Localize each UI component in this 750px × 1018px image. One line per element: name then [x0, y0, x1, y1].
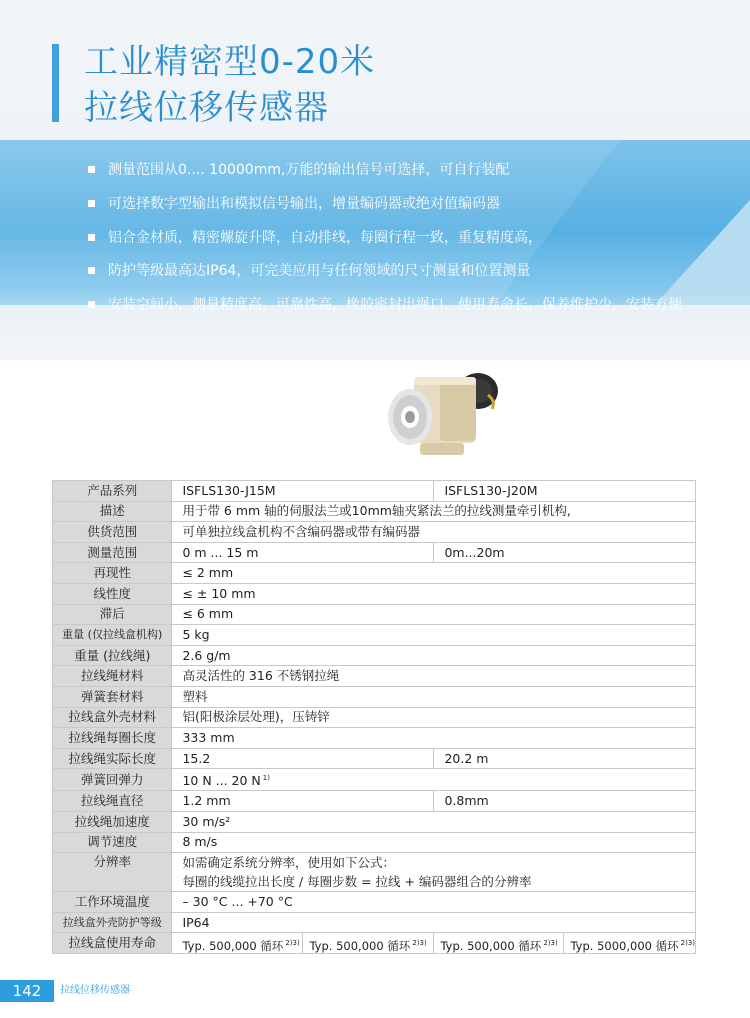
feature-text: 防护等级最高达IP64，可完美应用与任何领域的尺寸测量和位置测量	[108, 263, 531, 280]
spec-label: 拉线绳每圈长度	[53, 728, 172, 749]
table-row	[53, 748, 696, 769]
spec-label: 滞后	[53, 604, 172, 625]
table-row	[53, 832, 696, 853]
spec-label: 拉线盒使用寿命	[53, 933, 172, 954]
spec-table	[52, 480, 696, 954]
spec-label: 产品系列	[53, 481, 172, 502]
spec-label: 调节速度	[53, 832, 172, 853]
table-row	[53, 645, 696, 666]
lifetime-value: Typ. 5000,000 循环	[570, 939, 679, 954]
page-title-line2: 拉线位移传感器	[84, 88, 329, 128]
lifetime-value: Typ. 500,000 循环	[182, 939, 284, 954]
square-bullet-icon	[88, 200, 95, 207]
table-row	[53, 769, 696, 791]
square-bullet-icon	[88, 234, 95, 241]
spec-value: ISFLS130-J20M	[434, 481, 696, 502]
lifetime-cells	[172, 933, 695, 953]
feature-text: 铝合金材质，精密螺旋升降，自动排线，每圈行程一致，重复精度高，	[108, 229, 542, 246]
table-row	[53, 481, 696, 502]
lifetime-cell	[564, 933, 695, 953]
table-row	[53, 933, 696, 954]
header	[0, 0, 750, 360]
spec-value: – 30 °C ... +70 °C	[172, 892, 696, 913]
spec-value: 2.6 g/m	[172, 645, 696, 666]
spec-value: 可单独拉线盒机构不含编码器或带有编码器	[172, 522, 696, 543]
spec-label: 拉线绳加速度	[53, 812, 172, 833]
feature-text: 测量范围从0.... 10000mm,万能的输出信号可选择，可自行装配	[108, 162, 510, 178]
spec-value: 8 m/s	[172, 832, 696, 853]
spec-value: ISFLS130-J15M	[172, 481, 434, 502]
table-row	[53, 707, 696, 728]
spec-label: 描述	[53, 501, 172, 522]
spec-value: ≤ ± 10 mm	[172, 583, 696, 604]
footnote-ref: 2)3)	[680, 939, 695, 948]
spec-label: 测量范围	[53, 542, 172, 563]
spec-value: 0 m ... 15 m	[172, 542, 434, 563]
feature-item	[88, 194, 682, 228]
table-row	[53, 522, 696, 543]
spec-label: 线性度	[53, 583, 172, 604]
table-row	[53, 666, 696, 687]
feature-list	[88, 160, 682, 329]
table-row	[53, 542, 696, 563]
spec-label: 拉线绳直径	[53, 791, 172, 812]
spring-force-value: 10 N ... 20 N	[182, 773, 261, 789]
spec-label: 拉线盒外壳防护等级	[53, 912, 172, 933]
spec-value: 高灵活性的 316 不锈钢拉绳	[172, 666, 696, 687]
spec-value: 15.2	[172, 748, 434, 769]
resolution-line1: 如需确定系统分辨率，使用如下公式：	[182, 855, 395, 871]
spec-value	[172, 853, 696, 892]
table-row	[53, 812, 696, 833]
table-row	[53, 583, 696, 604]
spec-label: 弹簧回弹力	[53, 769, 172, 791]
footnote-ref: 2)3)	[285, 939, 300, 948]
feature-item	[88, 160, 682, 194]
feature-item	[88, 261, 682, 295]
spec-value: 1.2 mm	[172, 791, 434, 812]
spec-label: 重量 (仅拉线盒机构)	[53, 625, 172, 646]
table-row	[53, 853, 696, 892]
feature-item	[88, 295, 682, 329]
table-row	[53, 604, 696, 625]
spec-value: IP64	[172, 912, 696, 933]
table-row	[53, 501, 696, 522]
spec-label: 弹簧套材料	[53, 686, 172, 707]
square-bullet-icon	[88, 267, 95, 274]
table-row	[53, 625, 696, 646]
resolution-line2: 每圈的线缆拉出长度 / 每圈步数 = 拉线 + 编码器组合的分辨率	[182, 874, 532, 890]
footnote-ref: 2)3)	[543, 939, 558, 948]
page-title-line1: 工业精密型0-20米	[84, 42, 376, 82]
spec-value: 333 mm	[172, 728, 696, 749]
spec-value	[172, 933, 696, 954]
lifetime-value: Typ. 500,000 循环	[309, 939, 411, 954]
footnote-ref: 1)	[262, 774, 270, 783]
lifetime-cell	[303, 933, 434, 953]
spec-label: 工作环境温度	[53, 892, 172, 913]
spec-label: 再现性	[53, 563, 172, 584]
product-image	[380, 365, 504, 461]
spec-value: 30 m/s²	[172, 812, 696, 833]
square-bullet-icon	[88, 166, 95, 173]
footnote-ref: 2)3)	[412, 939, 427, 948]
table-row	[53, 686, 696, 707]
spec-value: 用于带 6 mm 轴的伺服法兰或10mm轴夹紧法兰的拉线测量牵引机构,	[172, 501, 696, 522]
lifetime-cell	[434, 933, 564, 953]
footer-title: 拉线位移传感器	[60, 985, 130, 996]
spec-label: 供货范围	[53, 522, 172, 543]
square-bullet-icon	[88, 301, 95, 308]
spec-label: 分辨率	[53, 853, 172, 892]
spec-value: ≤ 2 mm	[172, 563, 696, 584]
page-number: 142	[0, 980, 54, 1002]
table-row	[53, 912, 696, 933]
spec-value: 0.8mm	[434, 791, 696, 812]
spec-label: 拉线盒外壳材料	[53, 707, 172, 728]
spec-value: 铝(阳极涂层处理)，压铸锌	[172, 707, 696, 728]
lifetime-value: Typ. 500,000 循环	[440, 939, 542, 954]
table-row	[53, 563, 696, 584]
lifetime-cell	[172, 933, 303, 953]
table-row	[53, 892, 696, 913]
spec-value: ≤ 6 mm	[172, 604, 696, 625]
spec-value: 0m...20m	[434, 542, 696, 563]
title-accent-bar	[52, 44, 59, 122]
spec-value: 塑料	[172, 686, 696, 707]
spec-label: 拉线绳实际长度	[53, 748, 172, 769]
spec-value	[172, 769, 696, 791]
spec-value: 20.2 m	[434, 748, 696, 769]
spec-label: 重量 (拉线绳)	[53, 645, 172, 666]
spec-label: 拉线绳材料	[53, 666, 172, 687]
feature-text: 可选择数字型输出和模拟信号输出，增量编码器或绝对值编码器	[108, 195, 500, 212]
table-row	[53, 728, 696, 749]
feature-text: 安装空间小，测量精度高，可靠性高，橡胶密封出绳口，使用寿命长，保养维护少，安装方便	[108, 297, 682, 314]
spec-value: 5 kg	[172, 625, 696, 646]
table-row	[53, 791, 696, 812]
feature-item	[88, 228, 682, 262]
